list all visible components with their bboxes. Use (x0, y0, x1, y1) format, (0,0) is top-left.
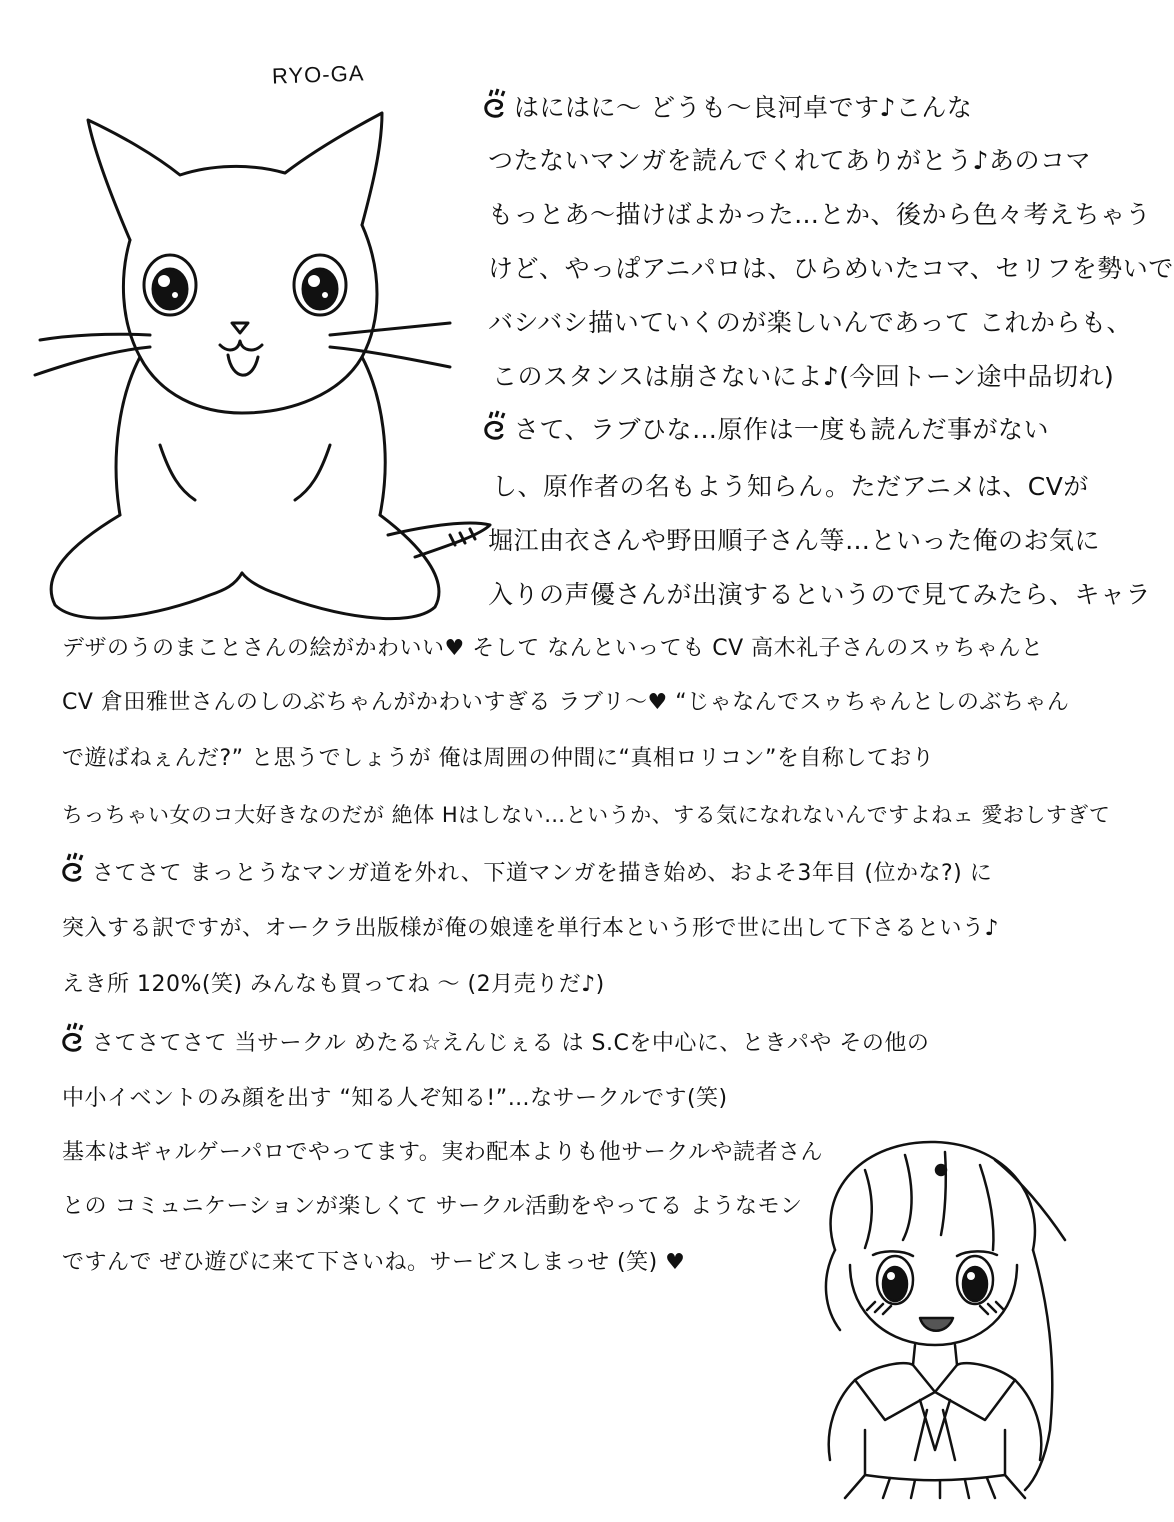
text-line: CV 倉田雅世さんのしのぶちゃんがかわいすぎる ラブリ〜♥ “じゃなんでスゥちゃんとしのぶちゃん (62, 690, 1070, 715)
text-line: さてさてさて 当サークル めたる☆えんじぇる は S.Cを中心に、ときパや その他の (58, 1022, 929, 1063)
text-line: 中小イベントのみ顔を出す “知る人ぞ知る!”…なサークルです(笑) (62, 1086, 728, 1111)
text-line: ですんで ぜひ遊びに来て下さいね。サービスしまっせ (笑) ♥ (62, 1250, 686, 1275)
text-line: このスタンスは崩さないによ♪(今回トーン途中品切れ) (492, 362, 1115, 391)
text-line: し、原作者の名もよう知らん。ただアニメは、CVが (492, 472, 1089, 501)
spiral-icon (480, 410, 510, 444)
text-line: はにはに〜 どうも〜良河卓です♪こんな (480, 88, 972, 127)
text-line: さてさて まっとうなマンガ道を外れ、下道マンガを描き始め、およそ3年目 (位かな?) に (58, 852, 992, 893)
schoolgirl-illustration (795, 1130, 1080, 1500)
text-line: 堀江由衣さんや野田順子さん等…といった俺のお気に (488, 526, 1101, 555)
text-line: 突入する訳ですが、オークラ出版様が俺の娘達を単行本という形で世に出して下さるという♪ (62, 916, 1000, 941)
cat-illustration (10, 95, 500, 655)
text-line: えき所 120%(笑) みんなも買ってね 〜 (2月売りだ♪) (62, 972, 605, 997)
text-line: 入りの声優さんが出演するというので見てみたら、キャラ (488, 580, 1152, 609)
text-line: ちっちゃい女のコ大好きなのだが 絶体 Hはしない…というか、する気になれないんですよねェ 愛おしすぎて (62, 803, 1111, 827)
text-line: で遊ばねぇんだ?” と思うでしょうが 俺は周囲の仲間に“真相ロリコン”を自称しており (62, 746, 935, 771)
text-line: との コミュニケーションが楽しくて サークル活動をやってる ようなモン (62, 1194, 803, 1219)
text-line: もっとあ〜描けばよかった…とか、後から色々考えちゃう (488, 200, 1152, 229)
text-line: 基本はギャルゲーパロでやってます。実わ配本よりも他サークルや読者さん (62, 1140, 824, 1165)
artist-signature: RYO-GA (271, 60, 365, 89)
text-line: デザのうのまことさんの絵がかわいい♥ そして なんといっても CV 高木礼子さんのスゥちゃんと (62, 636, 1044, 661)
text-line: バシバシ描いていくのが楽しいんであって これからも、 (488, 308, 1132, 337)
text-line: けど、やっぱアニパロは、ひらめいたコマ、セリフを勢いで (488, 254, 1174, 283)
spiral-icon (58, 852, 88, 886)
spiral-icon (58, 1022, 88, 1056)
text-line: つたないマンガを読んでくれてありがとう♪あのコマ (488, 146, 1091, 175)
text-line: さて、ラブひな…原作は一度も読んだ事がない (480, 410, 1049, 449)
spiral-icon (480, 88, 510, 122)
